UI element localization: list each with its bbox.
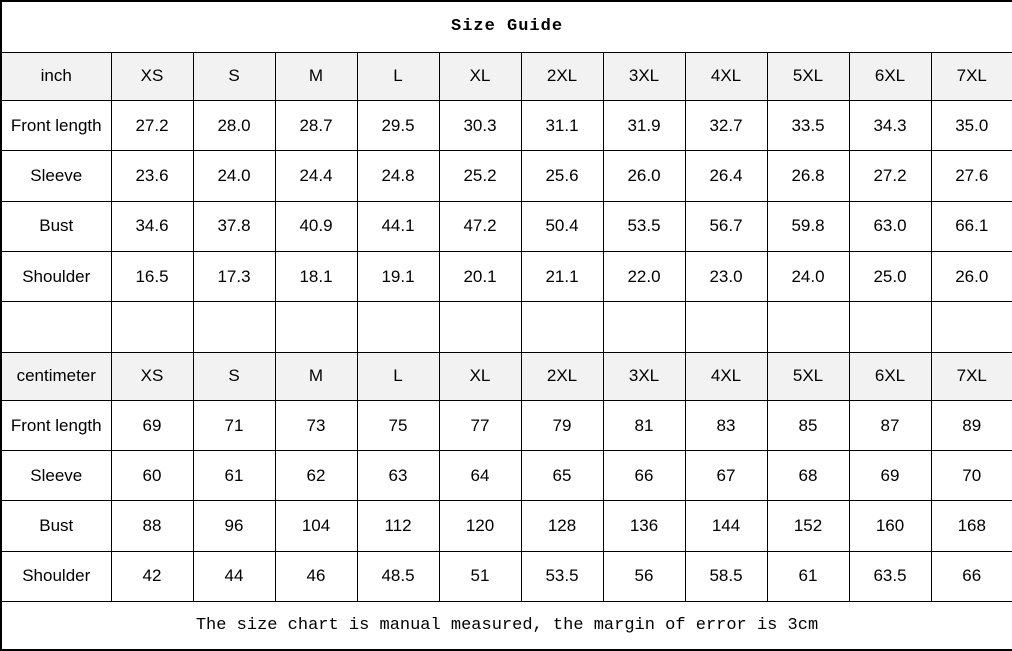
measurement-value: 77 — [439, 400, 521, 450]
measurement-label: Front length — [1, 101, 111, 151]
measurement-value: 62 — [275, 451, 357, 501]
measurement-value: 69 — [849, 451, 931, 501]
measurement-value: 19.1 — [357, 252, 439, 302]
spacer-row — [1, 302, 1012, 352]
measurement-value: 42 — [111, 551, 193, 601]
spacer-cell — [521, 302, 603, 352]
measurement-value: 31.9 — [603, 101, 685, 151]
measurement-value: 63.0 — [849, 201, 931, 251]
inch_table-row-front-length — [1, 101, 1012, 151]
measurement-value: 61 — [193, 451, 275, 501]
measurement-value: 68 — [767, 451, 849, 501]
measurement-value: 27.6 — [931, 151, 1012, 201]
measurement-value: 88 — [111, 501, 193, 551]
size-header-4xl: 4XL — [685, 352, 767, 400]
measurement-value: 44 — [193, 551, 275, 601]
measurement-value: 59.8 — [767, 201, 849, 251]
size-header-m: M — [275, 352, 357, 400]
measurement-value: 128 — [521, 501, 603, 551]
measurement-value: 73 — [275, 400, 357, 450]
inch_table-header-row — [1, 52, 1012, 100]
spacer-cell — [931, 302, 1012, 352]
cm_table-unit-label: centimeter — [1, 352, 111, 400]
size-header-xs: XS — [111, 52, 193, 100]
spacer-cell — [275, 302, 357, 352]
measurement-value: 24.4 — [275, 151, 357, 201]
measurement-value: 34.3 — [849, 101, 931, 151]
measurement-label: Sleeve — [1, 451, 111, 501]
measurement-value: 87 — [849, 400, 931, 450]
size-header-2xl: 2XL — [521, 52, 603, 100]
measurement-value: 33.5 — [767, 101, 849, 151]
measurement-value: 60 — [111, 451, 193, 501]
measurement-value: 168 — [931, 501, 1012, 551]
title-row — [1, 1, 1012, 52]
size-header-5xl: 5XL — [767, 352, 849, 400]
measurement-value: 67 — [685, 451, 767, 501]
measurement-value: 136 — [603, 501, 685, 551]
measurement-value: 23.6 — [111, 151, 193, 201]
measurement-value: 69 — [111, 400, 193, 450]
measurement-label: Bust — [1, 501, 111, 551]
measurement-value: 51 — [439, 551, 521, 601]
measurement-label: Front length — [1, 400, 111, 450]
cm_table-row-sleeve — [1, 451, 1012, 501]
cm_table-row-bust — [1, 501, 1012, 551]
inch_table-unit-label: inch — [1, 52, 111, 100]
inch_table-row-bust — [1, 201, 1012, 251]
measurement-value: 16.5 — [111, 252, 193, 302]
measurement-value: 34.6 — [111, 201, 193, 251]
measurement-value: 26.4 — [685, 151, 767, 201]
measurement-value: 53.5 — [521, 551, 603, 601]
measurement-label: Sleeve — [1, 151, 111, 201]
measurement-value: 35.0 — [931, 101, 1012, 151]
measurement-value: 71 — [193, 400, 275, 450]
measurement-value: 66.1 — [931, 201, 1012, 251]
size-header-l: L — [357, 352, 439, 400]
measurement-value: 75 — [357, 400, 439, 450]
size-header-m: M — [275, 52, 357, 100]
measurement-value: 96 — [193, 501, 275, 551]
measurement-value: 104 — [275, 501, 357, 551]
size-guide-table-body — [1, 1, 1012, 650]
measurement-value: 47.2 — [439, 201, 521, 251]
measurement-value: 24.0 — [767, 252, 849, 302]
measurement-value: 112 — [357, 501, 439, 551]
inch_table-row-shoulder — [1, 252, 1012, 302]
measurement-label: Shoulder — [1, 551, 111, 601]
measurement-value: 120 — [439, 501, 521, 551]
measurement-value: 53.5 — [603, 201, 685, 251]
footer-row — [1, 602, 1012, 650]
measurement-value: 25.2 — [439, 151, 521, 201]
cm_table-row-front-length — [1, 400, 1012, 450]
spacer-cell — [439, 302, 521, 352]
measurement-value: 24.8 — [357, 151, 439, 201]
spacer-cell — [603, 302, 685, 352]
measurement-value: 25.0 — [849, 252, 931, 302]
measurement-value: 56.7 — [685, 201, 767, 251]
measurement-value: 61 — [767, 551, 849, 601]
footer-note: The size chart is manual measured, the margin of error is 3cm — [1, 602, 1012, 650]
measurement-value: 37.8 — [193, 201, 275, 251]
measurement-value: 48.5 — [357, 551, 439, 601]
measurement-value: 26.0 — [603, 151, 685, 201]
spacer-cell — [849, 302, 931, 352]
measurement-value: 18.1 — [275, 252, 357, 302]
measurement-value: 81 — [603, 400, 685, 450]
spacer-cell — [767, 302, 849, 352]
measurement-value: 85 — [767, 400, 849, 450]
measurement-value: 58.5 — [685, 551, 767, 601]
measurement-value: 79 — [521, 400, 603, 450]
spacer-cell — [1, 302, 111, 352]
measurement-value: 160 — [849, 501, 931, 551]
size-header-3xl: 3XL — [603, 52, 685, 100]
measurement-value: 17.3 — [193, 252, 275, 302]
measurement-value: 89 — [931, 400, 1012, 450]
measurement-value: 63 — [357, 451, 439, 501]
cm_table-row-shoulder — [1, 551, 1012, 601]
measurement-value: 27.2 — [849, 151, 931, 201]
measurement-value: 65 — [521, 451, 603, 501]
measurement-label: Shoulder — [1, 252, 111, 302]
size-header-xl: XL — [439, 352, 521, 400]
size-header-3xl: 3XL — [603, 352, 685, 400]
size-header-7xl: 7XL — [931, 52, 1012, 100]
measurement-label: Bust — [1, 201, 111, 251]
measurement-value: 23.0 — [685, 252, 767, 302]
size-header-6xl: 6XL — [849, 352, 931, 400]
measurement-value: 70 — [931, 451, 1012, 501]
measurement-value: 21.1 — [521, 252, 603, 302]
measurement-value: 144 — [685, 501, 767, 551]
spacer-cell — [193, 302, 275, 352]
size-header-xl: XL — [439, 52, 521, 100]
page-title: Size Guide — [1, 1, 1012, 52]
measurement-value: 29.5 — [357, 101, 439, 151]
size-header-4xl: 4XL — [685, 52, 767, 100]
measurement-value: 83 — [685, 400, 767, 450]
measurement-value: 32.7 — [685, 101, 767, 151]
size-header-s: S — [193, 352, 275, 400]
size-header-2xl: 2XL — [521, 352, 603, 400]
measurement-value: 44.1 — [357, 201, 439, 251]
size-header-l: L — [357, 52, 439, 100]
spacer-cell — [111, 302, 193, 352]
measurement-value: 28.7 — [275, 101, 357, 151]
spacer-cell — [685, 302, 767, 352]
measurement-value: 46 — [275, 551, 357, 601]
size-header-s: S — [193, 52, 275, 100]
size-header-6xl: 6XL — [849, 52, 931, 100]
size-header-5xl: 5XL — [767, 52, 849, 100]
size-header-7xl: 7XL — [931, 352, 1012, 400]
measurement-value: 56 — [603, 551, 685, 601]
measurement-value: 66 — [603, 451, 685, 501]
measurement-value: 26.0 — [931, 252, 1012, 302]
measurement-value: 66 — [931, 551, 1012, 601]
inch_table-row-sleeve — [1, 151, 1012, 201]
cm_table-header-row — [1, 352, 1012, 400]
measurement-value: 25.6 — [521, 151, 603, 201]
measurement-value: 63.5 — [849, 551, 931, 601]
measurement-value: 22.0 — [603, 252, 685, 302]
measurement-value: 31.1 — [521, 101, 603, 151]
measurement-value: 30.3 — [439, 101, 521, 151]
spacer-cell — [357, 302, 439, 352]
measurement-value: 40.9 — [275, 201, 357, 251]
measurement-value: 50.4 — [521, 201, 603, 251]
measurement-value: 24.0 — [193, 151, 275, 201]
measurement-value: 20.1 — [439, 252, 521, 302]
measurement-value: 28.0 — [193, 101, 275, 151]
measurement-value: 152 — [767, 501, 849, 551]
size-header-xs: XS — [111, 352, 193, 400]
measurement-value: 27.2 — [111, 101, 193, 151]
measurement-value: 64 — [439, 451, 521, 501]
measurement-value: 26.8 — [767, 151, 849, 201]
